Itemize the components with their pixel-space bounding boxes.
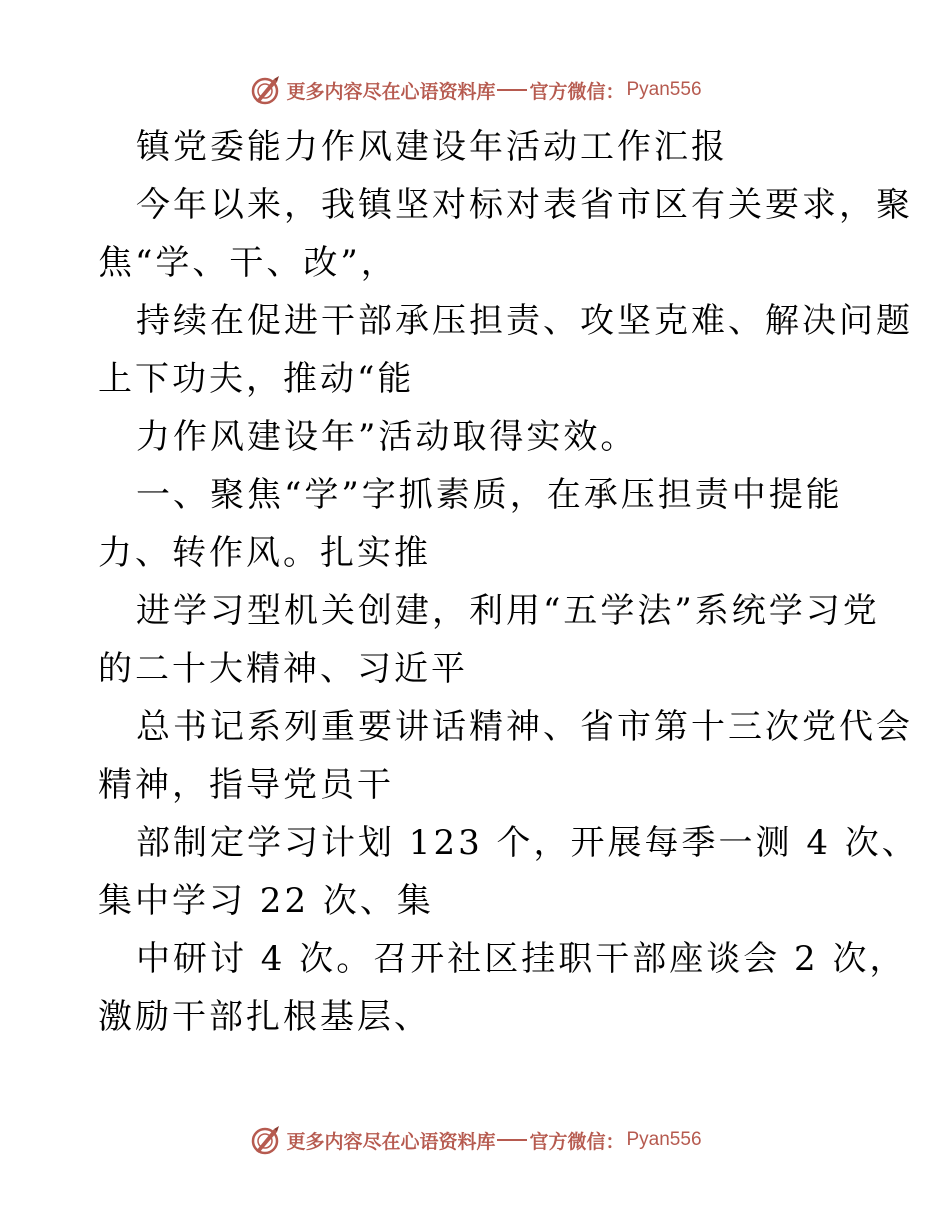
doc-line: 持续在促进干部承压担责、攻坚克难、解决问题 xyxy=(136,301,913,341)
doc-line: 焦“学、干、改”， xyxy=(98,243,398,283)
doc-line: 激励干部扎根基层、 xyxy=(98,997,431,1037)
doc-line: 上下功夫，推动“能 xyxy=(98,359,415,399)
doc-line: 进学习型机关创建，利用“五学法”系统学习党 xyxy=(136,591,880,631)
doc-line: 精神，指导党员干 xyxy=(98,765,394,805)
doc-line: 今年以来，我镇坚对标对表省市区有关要求，聚 xyxy=(136,185,913,225)
doc-title: 镇党委能力作风建设年活动工作汇报 xyxy=(136,127,728,167)
header-wechat-label: 官方微信： xyxy=(529,80,625,103)
pen-logo-icon xyxy=(248,1123,282,1157)
header-wechat-id: Pyan556 xyxy=(626,79,702,100)
footer-dash xyxy=(497,1139,527,1141)
doc-line: 中研讨 4 次。召开社区挂职干部座谈会 2 次， xyxy=(136,939,907,979)
footer-wechat-id: Pyan556 xyxy=(626,1129,702,1150)
header-dash xyxy=(497,89,527,91)
doc-line: 力作风建设年”活动取得实效。 xyxy=(136,417,638,457)
doc-line: 总书记系列重要讲话精神、省市第十三次党代会 xyxy=(136,707,913,747)
document-body xyxy=(98,118,919,1046)
doc-line: 部制定学习计划 123 个，开展每季一测 4 次、 xyxy=(136,823,919,863)
doc-line: 力、转作风。扎实推 xyxy=(98,533,431,573)
pen-logo-icon xyxy=(248,73,282,107)
doc-line: 的二十大精神、习近平 xyxy=(98,649,468,689)
header-site-text: 更多内容尽在心语资料库 xyxy=(286,80,496,103)
footer-site-text: 更多内容尽在心语资料库 xyxy=(286,1130,496,1153)
footer-banner xyxy=(0,1120,950,1160)
doc-section-heading: 一、聚焦“学”字抓素质，在承压担责中提能 xyxy=(136,475,843,515)
header-banner xyxy=(0,70,950,110)
doc-line: 集中学习 22 次、集 xyxy=(98,881,434,921)
footer-wechat-label: 官方微信： xyxy=(529,1130,625,1153)
